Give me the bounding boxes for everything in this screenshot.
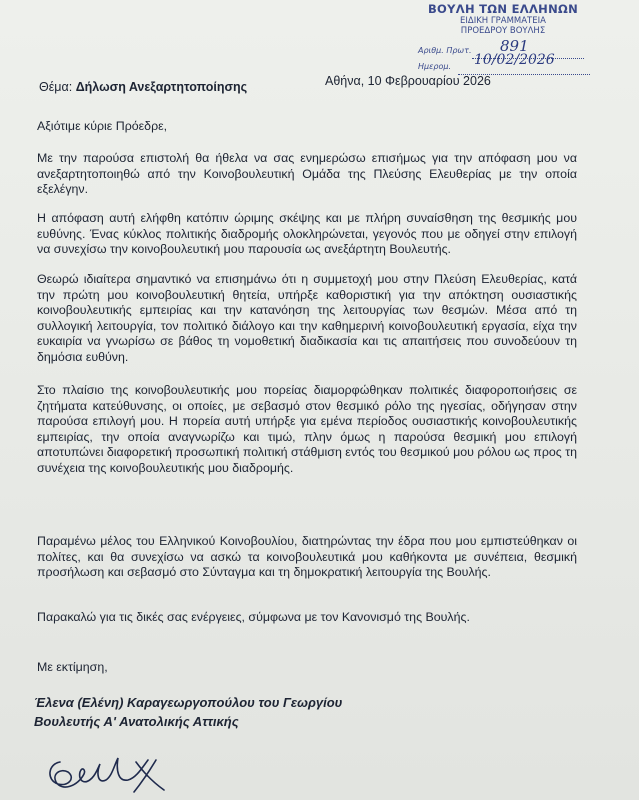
stamp-protocol-label: Αριθμ. Πρωτ.: [418, 46, 472, 55]
paragraph-6: Παρακαλώ για τις δικές σας ενέργειες, σύμφωνα με τον Κανονισμό της Βουλής.: [37, 610, 470, 624]
parliament-stamp: [408, 2, 598, 74]
paragraph-2: Η απόφαση αυτή ελήφθη κατόπιν ώριμης σκέψης και με πλήρη συναίσθηση της θεσμικής μου ευθύνης. Ένας κύκλος πολιτικής διαδρομής ολοκληρώνεται, γεγονός που με οδηγεί στην επιλογή να συνεχίσω την κοινοβουλευτική μου παρουσία ως ανεξάρτητη Βουλευτής.: [37, 211, 577, 257]
subject-line: [39, 80, 247, 94]
paragraph-4: Στο πλαίσιο της κοινοβουλευτικής μου πορείας διαμορφώθηκαν πολιτικές διαφοροποιήσεις σε ζητήματα κατεύθυνσης, οι οποίες, με σεβασμό στον θεσμικό ρόλο της ηγεσίας, οδήγησαν στην παρούσα επιλογή μου. Η πορεία αυτή υπήρξε για εμένα περίοδος ουσιαστικής κοινοβουλευτικής εμπειρίας, την οποία αναγνωρίζω και τιμώ, πλην όμως η παρούσα θεσμική μου επιλογή αποτυπώνει διαφορετική προσωπική πολιτική στάθμιση εντός του θεσμικού μου ρόλου ως προς τη συνέχεια της κοινοβουλευτικής μου διαδρομής.: [37, 383, 577, 475]
stamp-date-value: 10/02/2026: [474, 52, 555, 68]
subject-label: Θέμα:: [39, 80, 73, 94]
stamp-protocol-number: 891: [500, 37, 529, 55]
closing: Με εκτίμηση,: [37, 660, 108, 674]
greeting: Αξιότιμε κύριε Πρόεδρε,: [37, 119, 168, 133]
handwritten-signature: [38, 740, 188, 800]
letter-date: Αθήνα, 10 Φεβρουαρίου 2026: [325, 74, 491, 88]
signatory-name: Έλενα (Ελένη) Καραγεωργοπούλου του Γεωργίου: [34, 695, 343, 710]
signatory-title: Βουλευτής Α' Ανατολικής Αττικής: [34, 714, 239, 729]
stamp-date-label: Ημερομ.: [418, 62, 452, 71]
stamp-line-2: ΕΙΔΙΚΗ ΓΡΑΜΜΑΤΕΙΑ: [460, 16, 546, 26]
subject-text: Δήλωση Ανεξαρτητοποίησης: [75, 80, 248, 94]
stamp-line-3: ΠΡΟΕΔΡΟΥ ΒΟΥΛΗΣ: [460, 26, 546, 36]
paragraph-5: Παραμένω μέλος του Ελληνικού Κοινοβουλίου, διατηρώντας την έδρα που μου εμπιστεύθηκαν οι πολίτες, και θα συνεχίσω να ασκώ τα κοινοβουλευτικά μου καθήκοντα με συνέπεια, θεσμική προσήλωση και σεβασμό στο Σύνταγμα και τη δημοκρατική λειτουργία της Βουλής.: [37, 534, 577, 580]
paragraph-1: Με την παρούσα επιστολή θα ήθελα να σας ενημερώσω επισήμως για την απόφαση μου να ανεξαρτητοποιηθώ από την Κοινοβουλευτική Ομάδα της Πλεύσης Ελευθερίας με την οποία εξελέγην.: [37, 151, 577, 197]
stamp-line-1: ΒΟΥΛΗ ΤΩΝ ΕΛΛΗΝΩΝ: [427, 2, 579, 16]
paragraph-3: Θεωρώ ιδιαίτερα σημαντικό να επισημάνω ότι η συμμετοχή μου στην Πλεύση Ελευθερίας, κατά την πρώτη μου κοινοβουλευτική θητεία, υπήρξε καθοριστική για την απόκτηση ουσιαστικής κοινοβουλευτικής εμπειρίας και την κατανόηση της λειτουργίας των θεσμών. Μέσα από τη συλλογική λειτουργία, τον πολιτικό διάλογο και την καθημερινή κοινοβουλευτική εργασία, είχα την ευκαιρία να γνωρίσω σε βάθος τη νομοθετική διαδικασία και τις απαιτήσεις που συνοδεύουν τη δημόσια ευθύνη.: [37, 272, 577, 364]
